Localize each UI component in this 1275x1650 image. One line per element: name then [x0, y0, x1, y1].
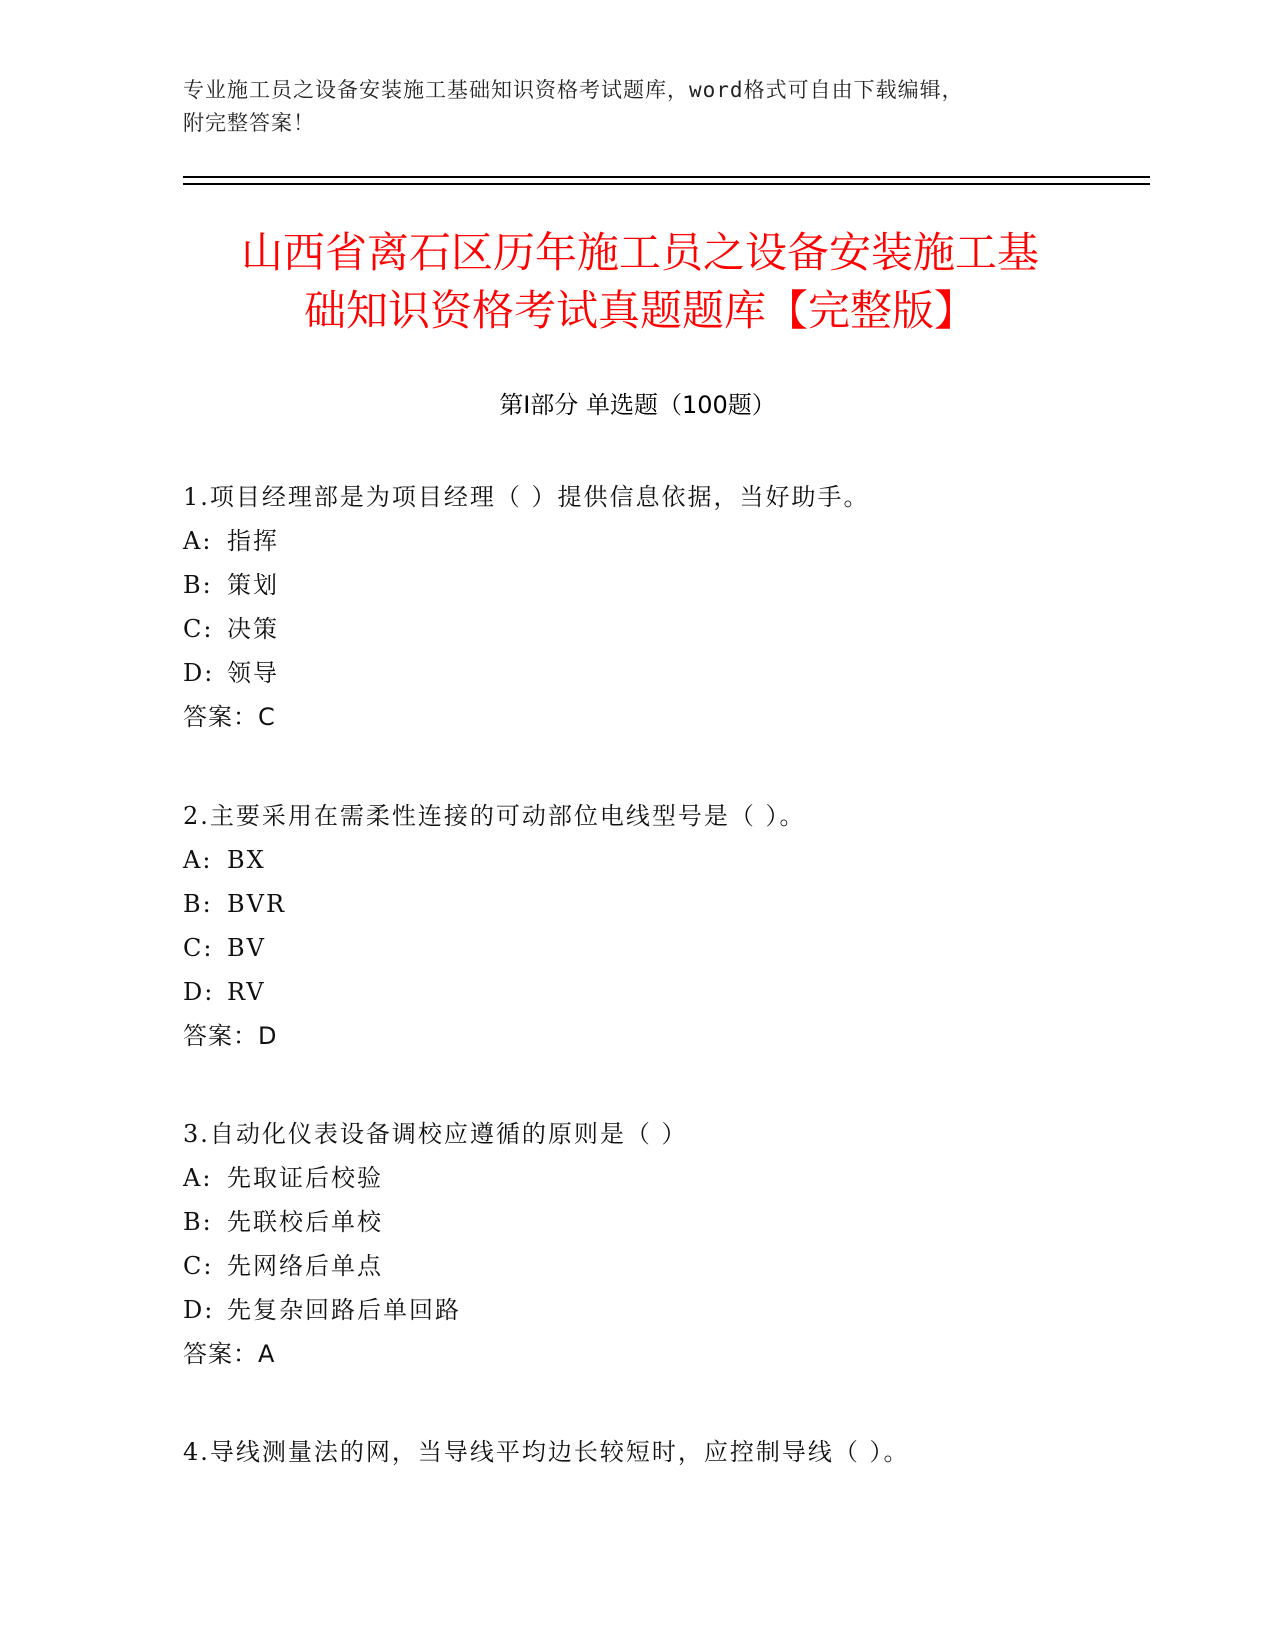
answer-value: A	[258, 1340, 276, 1368]
option-c	[183, 931, 1103, 965]
title-line-2: 础知识资格考试真题题库【完整版】	[303, 286, 976, 335]
option-letter: B:	[183, 1208, 213, 1236]
intro-line-2: 附完整答案！	[183, 111, 315, 135]
option-c	[183, 1249, 1103, 1283]
option-a	[183, 843, 1103, 877]
option-text: 先取证后校验	[227, 1164, 383, 1192]
option-b	[183, 887, 1103, 921]
question-2	[183, 799, 1103, 1053]
section-heading: 第Ⅰ部分 单选题（100题）	[499, 391, 776, 419]
option-text: 先联校后单校	[227, 1208, 383, 1236]
option-letter: A:	[183, 1164, 213, 1192]
document-title	[160, 224, 1120, 340]
option-c	[183, 612, 1103, 646]
option-text: 领导	[227, 659, 279, 687]
option-letter: B:	[183, 571, 213, 599]
option-letter: C:	[183, 615, 214, 643]
question-stem: 1.项目经理部是为项目经理（ ）提供信息依据，当好助手。	[183, 483, 870, 511]
option-a	[183, 524, 1103, 558]
option-text: 先网络后单点	[227, 1252, 383, 1280]
option-letter: C:	[183, 934, 214, 962]
option-letter: C:	[183, 1252, 214, 1280]
option-a	[183, 1161, 1103, 1195]
option-b	[183, 568, 1103, 602]
option-letter: A:	[183, 527, 213, 555]
option-text: BX	[227, 846, 266, 874]
option-text: BV	[227, 934, 266, 962]
option-text: 先复杂回路后单回路	[227, 1296, 461, 1324]
answer-label: 答案：	[183, 703, 258, 731]
question-1	[183, 480, 1103, 734]
option-text: BVR	[227, 890, 287, 918]
answer-value: D	[258, 1022, 278, 1050]
option-b	[183, 1205, 1103, 1239]
option-d	[183, 975, 1103, 1009]
answer-label: 答案：	[183, 1340, 258, 1368]
question-stem: 2.主要采用在需柔性连接的可动部位电线型号是（ ）。	[183, 802, 806, 830]
question-4	[183, 1435, 1103, 1469]
option-letter: D:	[183, 978, 215, 1006]
answer-line	[183, 700, 1103, 734]
question-3	[183, 1117, 1103, 1371]
answer-line	[183, 1019, 1103, 1053]
option-text: 决策	[227, 615, 279, 643]
option-letter: D:	[183, 659, 215, 687]
answer-value: C	[258, 703, 276, 731]
intro-line-1: 专业施工员之设备安装施工基础知识资格考试题库，word格式可自由下载编辑，	[183, 78, 964, 102]
option-letter: D:	[183, 1296, 215, 1324]
header-rule-bottom	[183, 183, 1150, 185]
option-letter: B:	[183, 890, 213, 918]
option-d	[183, 1293, 1103, 1327]
option-text: RV	[227, 978, 266, 1006]
answer-label: 答案：	[183, 1022, 258, 1050]
document-intro	[183, 74, 1063, 140]
question-stem: 3.自动化仪表设备调校应遵循的原则是（ ）	[183, 1120, 688, 1148]
title-line-1: 山西省离石区历年施工员之设备安装施工基	[240, 228, 1039, 277]
option-d	[183, 656, 1103, 690]
answer-line	[183, 1337, 1103, 1371]
option-text: 策划	[227, 571, 279, 599]
option-letter: A:	[183, 846, 213, 874]
header-rule-top	[183, 176, 1150, 178]
question-stem: 4.导线测量法的网，当导线平均边长较短时，应控制导线（ ）。	[183, 1438, 910, 1466]
option-text: 指挥	[227, 527, 279, 555]
